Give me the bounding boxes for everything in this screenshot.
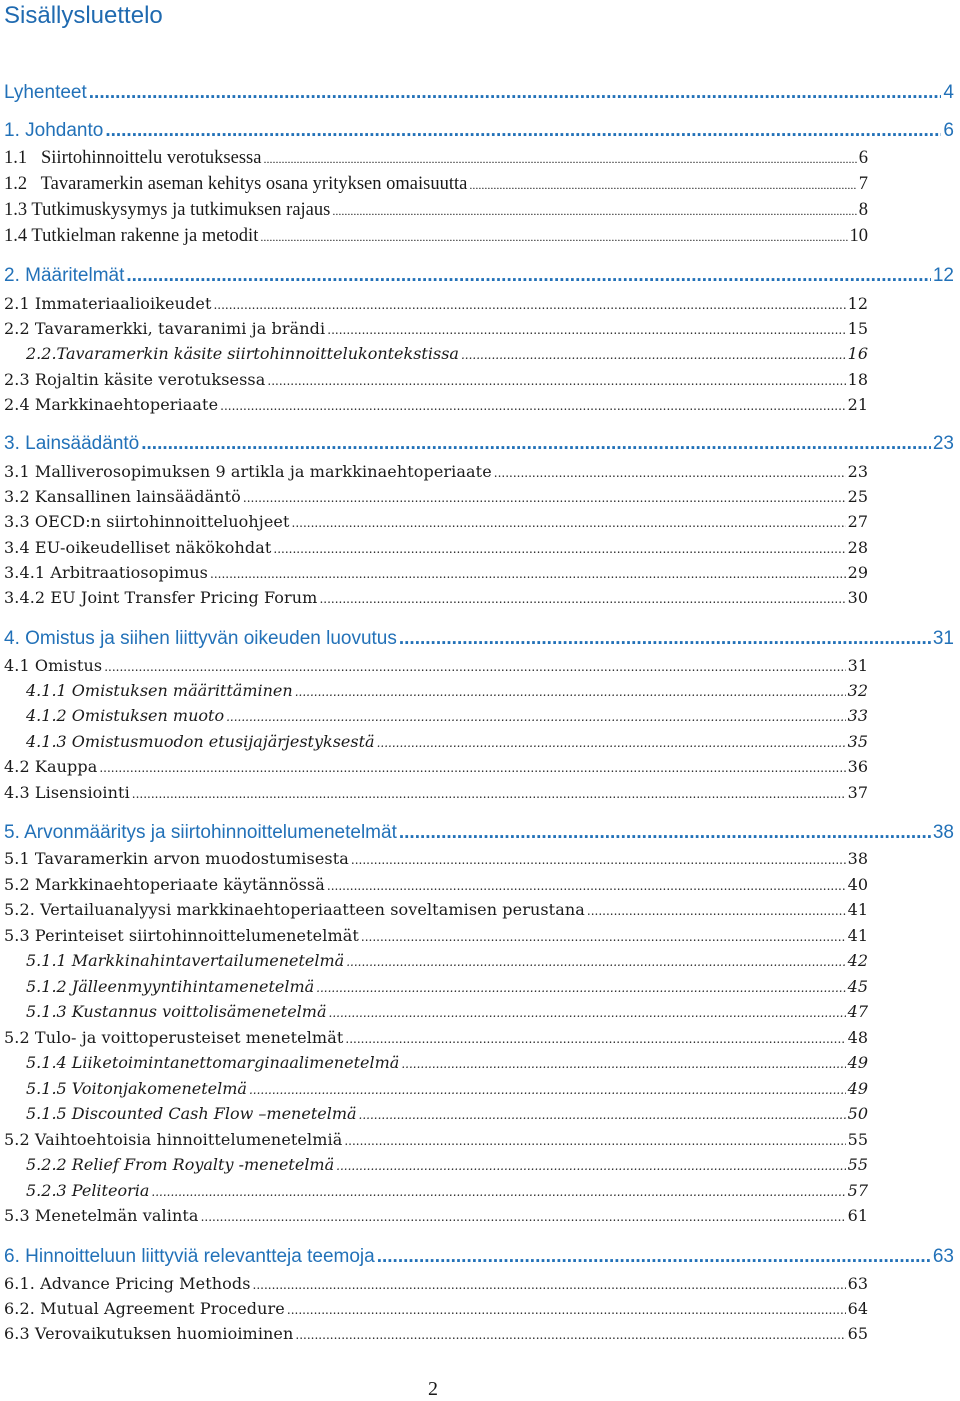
dot-leader [104,660,845,674]
toc-entry-2-2[interactable] [4,319,868,338]
toc-entry-label: 6.3 Verovaikutuksen huomioiminen [4,1324,294,1343]
dot-leader [332,204,856,219]
toc-page-number: 31 [847,656,868,675]
toc-entry-label: 5.2 Tulo- ja voittoperusteiset menetelmät [4,1028,344,1047]
dot-leader [292,516,846,530]
toc-entry-6-1[interactable] [4,1274,868,1293]
dot-leader [327,323,845,337]
dot-leader [327,879,846,893]
toc-entry-4-2[interactable] [4,757,868,776]
toc-entry-2-4[interactable] [4,395,868,414]
dot-leader [151,1185,845,1199]
toc-entry-label: 5.2 Markkinaehtoperiaate käytännössä [4,875,325,894]
toc-entry-2-2-sub[interactable] [26,344,868,363]
toc-entry-2-3[interactable] [4,370,868,389]
toc-entry-label: 5.1.3 Kustannus voittolisämenetelmä [26,1002,327,1021]
dot-leader [359,1108,846,1122]
toc-page-number: 65 [847,1324,868,1343]
dot-leader [201,1210,846,1224]
dot-leader [253,1278,846,1292]
toc-entry-4-3[interactable] [4,783,868,802]
toc-entry-3-4[interactable] [4,538,868,557]
toc-page-number: 12 [847,294,868,313]
toc-page-number: 45 [847,977,868,996]
toc-entry-4-1-3[interactable] [26,732,868,751]
dot-leader [295,1328,845,1342]
dot-leader [141,433,931,455]
toc-page-number: 37 [847,783,868,802]
toc-page-number: 6 [858,148,868,168]
dot-leader [351,853,846,867]
dot-leader [344,1134,845,1148]
toc-entry-label: 5.1.2 Jälleenmyyntihintamenetelmä [26,977,315,996]
toc-entry-label: 5.3 Perinteiset siirtohinnoittelumenetelmät [4,926,359,945]
toc-page-number: 6 [943,120,954,141]
dot-leader [287,1303,846,1317]
page-number: 2 [428,1378,438,1400]
toc-page-number: 41 [847,900,868,919]
toc-entry-label: 6.2. Mutual Agreement Procedure [4,1299,285,1318]
toc-page-number: 42 [847,951,868,970]
toc-entry-label: 3.4.1 Arbitraatiosopimus [4,563,208,582]
toc-entry-label: 1. Johdanto [4,120,104,141]
toc-page-number: 27 [847,512,868,531]
toc-entry-label: 3.3 OECD:n siirtohinnoitteluohjeet [4,512,290,531]
toc-entry-4-1[interactable] [4,656,868,675]
toc-page-number: 63 [847,1274,868,1293]
toc-entry-5-2-vertailu[interactable] [4,900,868,919]
dot-leader [377,1246,931,1268]
dot-leader [587,904,846,918]
toc-entry-5-1[interactable] [4,849,868,868]
toc-entry-5-2-vaihtoehtoisia[interactable] [4,1130,868,1149]
toc-page-number: 32 [847,681,868,700]
toc-entry-6-3[interactable] [4,1324,868,1343]
dot-leader [220,399,845,413]
toc-entry-label: 1.2 Tavaramerkin aseman kehitys osana yrityksen omaisuutta [4,174,468,194]
toc-page-number: 33 [847,706,868,725]
dot-leader [329,1006,846,1020]
dot-leader [210,567,846,581]
toc-page-number: 7 [858,174,868,194]
toc-page-number: 25 [847,487,868,506]
toc-page-number: 48 [847,1028,868,1047]
toc-entry-label: 5.1.4 Liiketoimintanettomarginaalimenetelmä [26,1053,400,1072]
dot-leader [243,491,846,505]
toc-page-number: 64 [847,1299,868,1318]
toc-page-number: 55 [847,1130,868,1149]
toc-page-number: 35 [847,732,868,751]
toc-page-number: 61 [847,1206,868,1225]
dot-leader [213,298,845,312]
toc-page-number: 57 [847,1181,868,1200]
toc-page-number: 47 [847,1002,868,1021]
toc-page-number: 41 [847,926,868,945]
dot-leader [401,1057,845,1071]
toc-entry-label: 3. Lainsäädäntö [4,433,140,454]
toc-page-number: 28 [847,538,868,557]
toc-entry-label: 4.1 Omistus [4,656,103,675]
toc-chapter-lyhenteet[interactable] [4,82,954,104]
toc-entry-1-4[interactable] [4,226,868,247]
dot-leader [89,82,942,104]
toc-entry-label: 5.1.5 Discounted Cash Flow –menetelmä [26,1104,357,1123]
toc-page-number: 4 [943,82,954,103]
toc-entry-label: 5.1 Tavaramerkin arvon muodostumisesta [4,849,349,868]
toc-page-number: 18 [847,370,868,389]
toc-page-number: 38 [932,822,954,843]
dot-leader [249,1083,846,1097]
dot-leader [345,1032,845,1046]
toc-entry-label: 6. Hinnoitteluun liittyviä relevantteja teemoja [4,1246,375,1267]
dot-leader [267,374,845,388]
toc-entry-label: 4. Omistus ja siihen liittyvän oikeuden luovutus [4,628,397,649]
toc-page-number: 16 [847,344,868,363]
toc-entry-1-3[interactable] [4,200,868,221]
dot-leader [105,120,941,142]
toc-entry-5-2[interactable] [4,875,868,894]
toc-entry-label: 5.2 Vaihtoehtoisia hinnoittelumenetelmiä [4,1130,343,1149]
toc-entry-label: 5.2.2 Relief From Royalty -menetelmä [26,1155,335,1174]
toc-entry-3-4-2[interactable] [4,588,868,607]
toc-chapter-arvonmaaritys[interactable] [4,822,954,844]
dot-leader [126,265,930,287]
dot-leader [399,822,931,844]
dot-leader [263,152,856,167]
dot-leader [469,178,856,193]
dot-leader [377,736,846,750]
toc-page-number: 23 [847,462,868,481]
dot-leader [260,230,847,245]
dot-leader [319,592,845,606]
toc-entry-3-3[interactable] [4,512,868,531]
toc-entry-3-1[interactable] [4,462,868,481]
toc-chapter-lainsaadanto[interactable] [4,433,954,455]
toc-entry-label: 5.2.3 Peliteoria [26,1181,150,1200]
toc-entry-label: 1.3 Tutkimuskysymys ja tutkimuksen rajaus [4,200,331,220]
toc-entry-3-4-1[interactable] [4,563,868,582]
toc-page-number: 10 [849,226,868,246]
toc-entry-label: 3.4 EU-oikeudelliset näkökohdat [4,538,272,557]
dot-leader [399,628,931,650]
toc-entry-2-1[interactable] [4,294,868,313]
toc-page-number: 49 [847,1079,868,1098]
toc-page-number: 49 [847,1053,868,1072]
toc-entry-5-2-tulo[interactable] [4,1028,868,1047]
toc-entry-label: 4.1.1 Omistuksen määrittäminen [26,681,293,700]
toc-page-number: 40 [847,875,868,894]
toc-page-number: 30 [847,588,868,607]
toc-page-number: 31 [932,628,954,649]
toc-entry-5-1-5-dcf[interactable] [26,1104,868,1123]
toc-entry-label: 5.1.5 Voitonjakomenetelmä [26,1079,247,1098]
toc-entry-5-1-2[interactable] [26,977,868,996]
toc-entry-label: 2.2.Tavaramerkin käsite siirtohinnoittelukontekstissa [26,344,459,363]
toc-entry-label: 5.1.1 Markkinahintavertailumenetelmä [26,951,345,970]
toc-entry-label: 3.1 Malliverosopimuksen 9 artikla ja markkinaehtoperiaate [4,462,492,481]
dot-leader [346,955,845,969]
toc-chapter-maaritelmat[interactable] [4,265,954,287]
toc-entry-5-1-3[interactable] [26,1002,868,1021]
toc-entry-label: 5.3 Menetelmän valinta [4,1206,199,1225]
page-title: Sisällysluettelo [4,2,163,29]
toc-page-number: 12 [932,265,954,286]
toc-entry-label: 4.1.2 Omistuksen muoto [26,706,225,725]
toc-page-number: 21 [847,395,868,414]
toc-entry-5-2-2[interactable] [26,1155,868,1174]
toc-entry-label: 4.2 Kauppa [4,757,98,776]
toc-page-number: 8 [858,200,868,220]
toc-entry-3-2[interactable] [4,487,868,506]
toc-entry-label: 3.4.2 EU Joint Transfer Pricing Forum [4,588,318,607]
toc-chapter-omistus[interactable] [4,628,954,650]
toc-entry-5-1-5[interactable] [26,1079,868,1098]
dot-leader [494,466,846,480]
dot-leader [273,542,845,556]
toc-entry-5-1-1[interactable] [26,951,868,970]
toc-entry-label: 3.2 Kansallinen lainsäädäntö [4,487,241,506]
toc-page-number: 55 [847,1155,868,1174]
dot-leader [99,761,845,775]
toc-entry-label: 1.4 Tutkielman rakenne ja metodit [4,226,259,246]
toc-entry-4-1-2[interactable] [26,706,868,725]
toc-entry-label: 2.1 Immateriaalioikeudet [4,294,212,313]
toc-entry-label: 2.2 Tavaramerkki, tavaranimi ja brändi [4,319,326,338]
toc-entry-5-3-valinta[interactable] [4,1206,868,1225]
dot-leader [226,710,846,724]
toc-entry-1-1[interactable] [4,148,868,169]
toc-entry-5-1-4[interactable] [26,1053,868,1072]
toc-entry-6-2[interactable] [4,1299,868,1318]
toc-entry-label: 2.4 Markkinaehtoperiaate [4,395,219,414]
toc-entry-1-2[interactable] [4,174,868,195]
toc-chapter-johdanto[interactable] [4,120,954,142]
toc-entry-label: 1.1 Siirtohinnoittelu verotuksessa [4,148,262,168]
toc-page-number: 23 [932,433,954,454]
dot-leader [316,981,845,995]
toc-page-number: 50 [847,1104,868,1123]
toc-page-number: 36 [847,757,868,776]
toc-entry-5-2-3[interactable] [26,1181,868,1200]
toc-chapter-hinnoitteluun[interactable] [4,1246,954,1268]
dot-leader [361,930,846,944]
toc-entry-label: 4.3 Lisensiointi [4,783,130,802]
toc-page-number: 38 [847,849,868,868]
toc-entry-label: 2. Määritelmät [4,265,125,286]
dot-leader [336,1159,846,1173]
toc-entry-label: 2.3 Rojaltin käsite verotuksessa [4,370,266,389]
toc-entry-label: 5. Arvonmääritys ja siirtohinnoittelumenetelmät [4,822,397,843]
toc-page-number: 63 [932,1246,954,1267]
toc-page-number: 29 [847,563,868,582]
toc-entry-label: Lyhenteet [4,82,87,103]
toc-page-number: 15 [847,319,868,338]
toc-entry-5-3[interactable] [4,926,868,945]
dot-leader [461,348,846,362]
toc-entry-label: 5.2. Vertailuanalyysi markkinaehtoperiaatteen soveltamisen perustana [4,900,585,919]
toc-entry-label: 6.1. Advance Pricing Methods [4,1274,251,1293]
toc-entry-label: 4.1.3 Omistusmuodon etusijajärjestyksestä [26,732,375,751]
dot-leader [132,787,846,801]
toc-entry-4-1-1[interactable] [26,681,868,700]
dot-leader [295,685,846,699]
